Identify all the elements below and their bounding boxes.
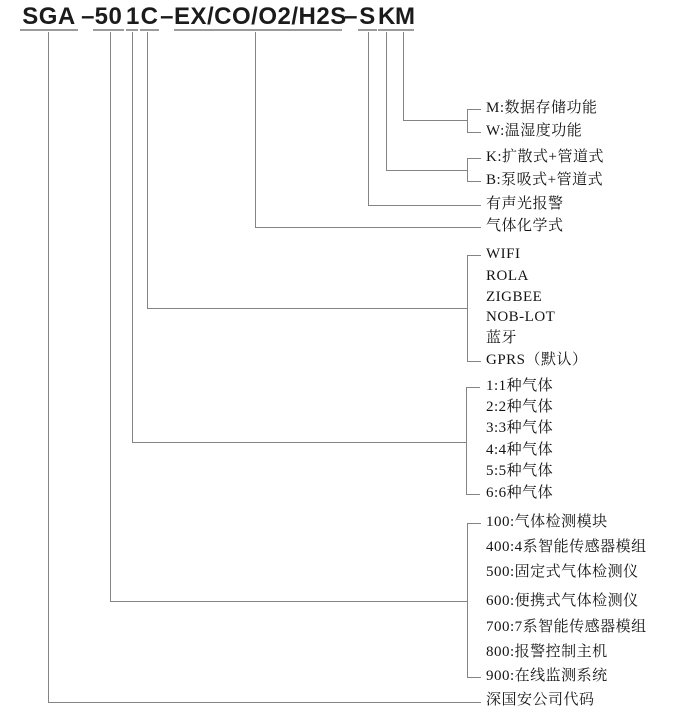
- code-segment-alarm: S: [359, 3, 376, 30]
- code-dash: –: [344, 3, 358, 30]
- label-sampling-b: B:泵吸式+管道式: [486, 172, 604, 188]
- code-segment-comms: C: [140, 3, 159, 30]
- label-sampling-k: K:扩散式+管道式: [486, 149, 604, 165]
- bracket-storage-tick: [467, 132, 481, 133]
- code-segment-gascount: 1: [126, 3, 140, 30]
- label-company-code: 深国安公司代码: [486, 692, 595, 708]
- connector-line-sga: [48, 32, 49, 702]
- connector-line-sampling: [386, 32, 387, 170]
- code-segment-storage: M: [395, 3, 416, 30]
- label-comms-wifi: WIFI: [486, 246, 521, 262]
- label-comms-gprs: GPRS（默认）: [486, 352, 588, 368]
- label-storage-w: W:温湿度功能: [486, 123, 583, 139]
- label-series-600: 600:便携式气体检测仪: [486, 593, 639, 609]
- code-dash: –: [160, 3, 174, 30]
- label-series-900: 900:在线监测系统: [486, 668, 608, 684]
- connector-line-company-h: [48, 702, 481, 703]
- label-comms-bt: 蓝牙: [486, 330, 518, 346]
- bracket-comms: [467, 255, 468, 362]
- label-gascount-6: 6:6种气体: [486, 485, 554, 501]
- connector-line-storage-h: [403, 120, 467, 121]
- bracket-series: [467, 523, 468, 678]
- label-gascount-1: 1:1种气体: [486, 378, 554, 394]
- label-comms-noblot: NOB-LOT: [486, 309, 556, 325]
- bracket-gascount-tick: [466, 387, 480, 388]
- connector-line-series: [110, 32, 111, 601]
- connector-line-alarm-h: [368, 205, 481, 206]
- connector-line-gascount: [132, 32, 133, 442]
- connector-line-comms: [147, 32, 148, 308]
- bracket-storage-tick: [467, 109, 481, 110]
- label-series-500: 500:固定式气体检测仪: [486, 564, 639, 580]
- bracket-gascount-tick: [466, 494, 480, 495]
- connector-line-comms-h: [147, 308, 467, 309]
- bracket-series-tick: [467, 523, 481, 524]
- label-gascount-2: 2:2种气体: [486, 399, 554, 415]
- connector-line-sampling-h: [386, 170, 467, 171]
- bracket-storage: [467, 109, 468, 133]
- bracket-sampling: [467, 158, 468, 182]
- code-segment-gases: EX/CO/O2/H2S: [174, 3, 347, 30]
- bracket-comms-tick: [467, 361, 481, 362]
- bracket-series-tick: [467, 677, 481, 678]
- connector-line-gases-h: [255, 227, 481, 228]
- bracket-comms-tick: [467, 255, 481, 256]
- label-alarm: 有声光报警: [486, 196, 564, 212]
- label-comms-zigbee: ZIGBEE: [486, 289, 543, 305]
- label-gascount-5: 5:5种气体: [486, 463, 554, 479]
- bracket-sampling-tick: [467, 181, 481, 182]
- label-series-700: 700:7系智能传感器模组: [486, 619, 647, 635]
- bracket-sampling-tick: [467, 158, 481, 159]
- label-gascount-4: 4:4种气体: [486, 442, 554, 458]
- connector-line-storage: [403, 32, 404, 120]
- connector-line-gases: [255, 32, 256, 227]
- label-comms-rola: ROLA: [486, 268, 529, 284]
- label-gas-formula: 气体化学式: [486, 218, 564, 234]
- label-series-800: 800:报警控制主机: [486, 644, 608, 660]
- code-segment-sampling: K: [378, 3, 396, 30]
- connector-line-series-h: [110, 601, 467, 602]
- connector-line-alarm: [368, 32, 369, 205]
- code-dash: –: [81, 3, 95, 30]
- label-gascount-3: 3:3种气体: [486, 420, 554, 436]
- bracket-gascount: [466, 387, 467, 495]
- label-storage-m: M:数据存储功能: [486, 100, 598, 116]
- code-segment-series: 50: [94, 3, 123, 30]
- connector-line-gascount-h: [132, 442, 466, 443]
- code-segment-sga: SGA: [20, 5, 78, 31]
- label-series-100: 100:气体检测模块: [486, 514, 608, 530]
- label-series-400: 400:4系智能传感器模组: [486, 539, 647, 555]
